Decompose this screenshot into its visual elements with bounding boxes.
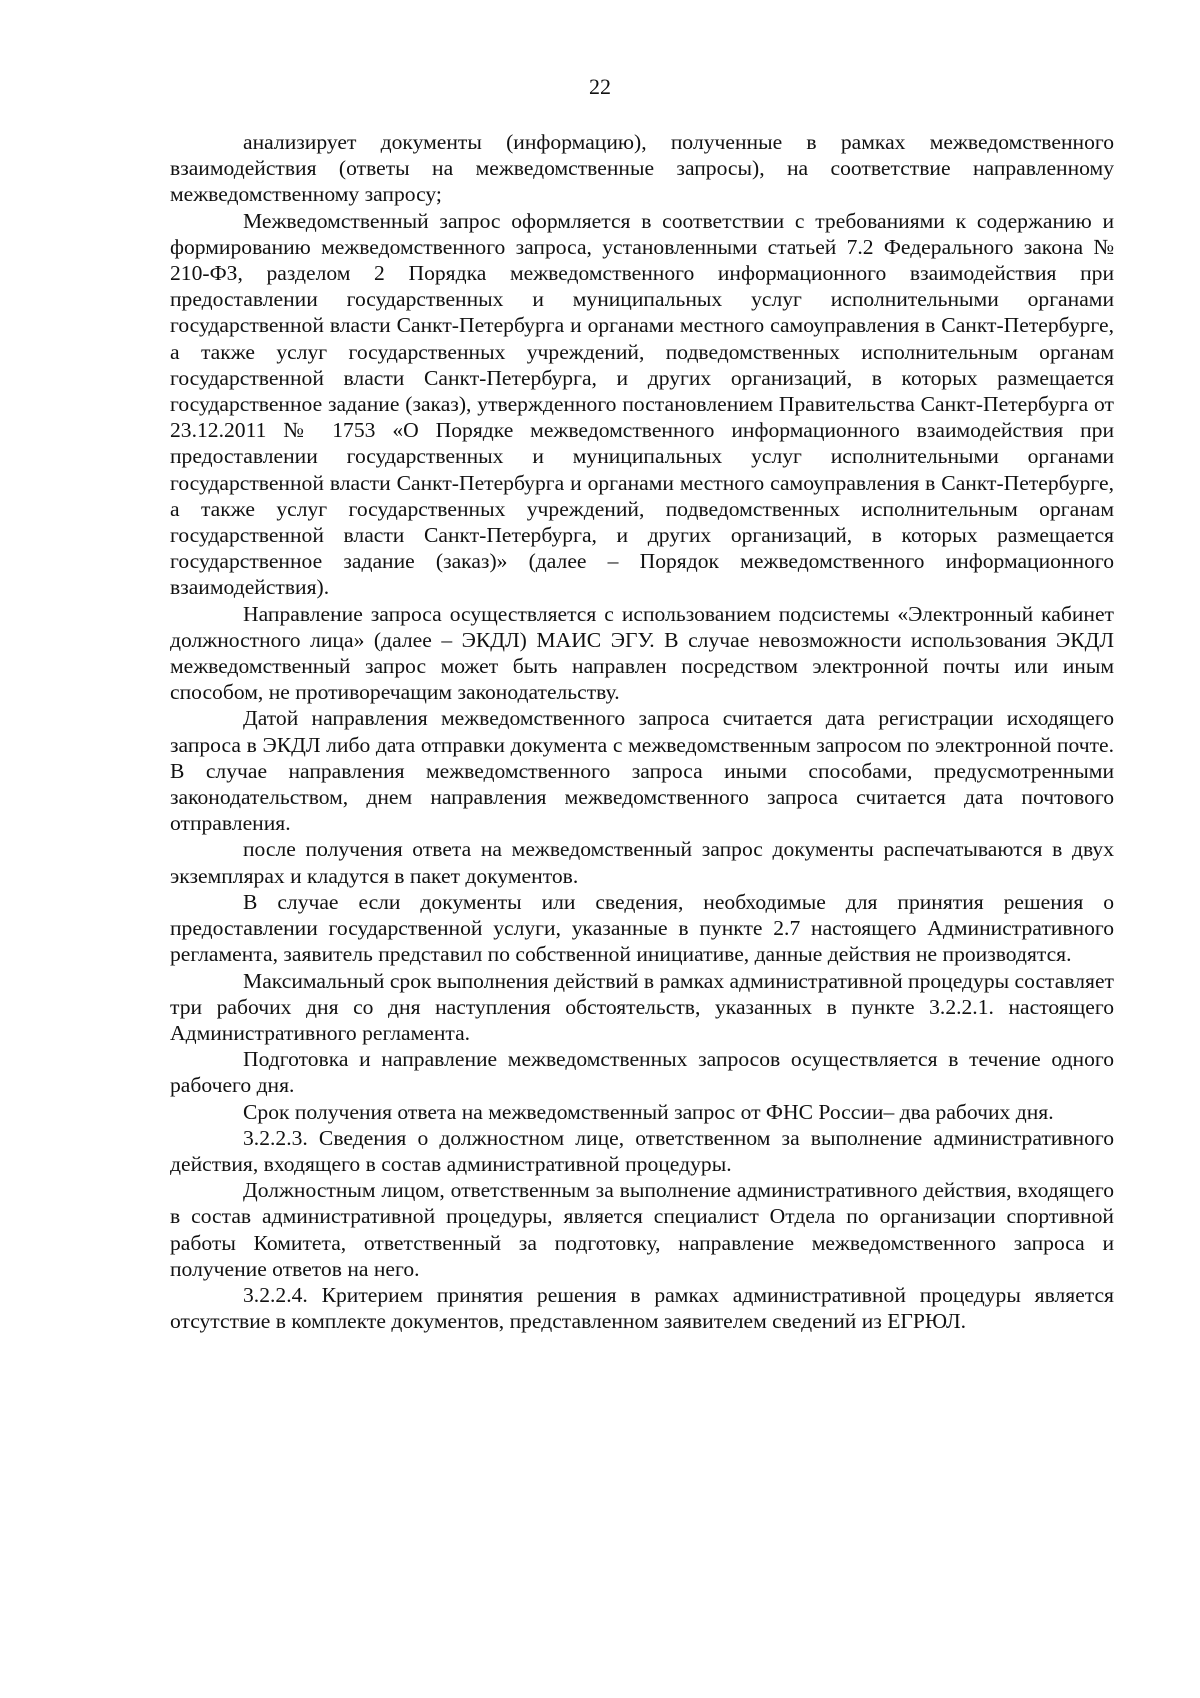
document-body bbox=[170, 129, 1114, 1334]
paragraph: Максимальный срок выполнения действий в рамках административной процедуры составляет три рабочих дня со дня наступления обстоятельств, указанных в пункте 3.2.2.1. настоящего Административного регламента. bbox=[170, 968, 1114, 1045]
paragraph: Должностным лицом, ответственным за выполнение административного действия, входящего в состав административной процедуры, является специалист Отдела по организации спортивной работы Комитета, ответственный за подготовку, направление межведомственного запроса и получение ответов на него. bbox=[170, 1178, 1114, 1281]
paragraph: Направление запроса осуществляется с использованием подсистемы «Электронный кабинет должностного лица» (далее – ЭКДЛ) МАИС ЭГУ. В случае невозможности использования ЭКДЛ межведомственный запрос может быть направлен посредством электронной почты или иным способом, не противоречащим законодательству. bbox=[170, 601, 1114, 705]
paragraph: 3.2.2.4. Критерием принятия решения в рамках административной процедуры является отсутствие в комплекте документов, представленном заявителем сведений из ЕГРЮЛ. bbox=[170, 1282, 1114, 1334]
page-number: 22 bbox=[589, 74, 611, 99]
paragraph: анализирует документы (информацию), полученные в рамках межведомственного взаимодействия (ответы на межведомственные запросы), на соответствие направленному межведомственному запросу; bbox=[170, 130, 1114, 207]
paragraph: Подготовка и направление межведомственных запросов осуществляется в течение одного рабочего дня. bbox=[170, 1047, 1114, 1098]
paragraph: Срок получения ответа на межведомственный запрос от ФНС России– два рабочих дня. bbox=[243, 1099, 1054, 1124]
paragraph: В случае если документы или сведения, необходимые для принятия решения о предоставлении государственной услуги, указанные в пункте 2.7 настоящего Административного регламента, заявитель представил по собственной инициативе, данные действия не производятся. bbox=[170, 889, 1114, 967]
paragraph: Межведомственный запрос оформляется в соответствии с требованиями к содержанию и формированию межведомственного запроса, установленными статьей 7.2 Федерального закона № 210-ФЗ, разделом 2 Порядка межведомственного информационного взаимодействия при предоставлении государственных и муниципальных услуг исполнительными органами государственной власти Санкт-Петербурга и органами местного самоуправления в Санкт-Петербурге, а также услуг государственных учреждений, подведомственных исполнительным органам государственной власти Санкт-Петербурга, и других организаций, в которых размещается государственное задание (заказ), утвержденного постановлением Правительства Санкт-Петербурга от 23.12.2011 № 1753 «О Порядке межведомственного информационного взаимодействия при предоставлении государственных и муниципальных услуг исполнительными органами государственной власти Санкт-Петербурга и органами местного самоуправления в Санкт-Петербурге, а также услуг государственных учреждений, подведомственных исполнительным органам государственной власти Санкт-Петербурга, и других организаций, в которых размещается государственное задание (заказ)» (далее – Порядок межведомственного информационного взаимодействия). bbox=[170, 208, 1114, 600]
paragraph: 3.2.2.3. Сведения о должностном лице, ответственном за выполнение административного действия, входящего в состав административной процедуры. bbox=[170, 1125, 1114, 1176]
paragraph: после получения ответа на межведомственный запрос документы распечатываются в двух экземплярах и кладутся в пакет документов. bbox=[170, 837, 1114, 888]
paragraph: Датой направления межведомственного запроса считается дата регистрации исходящего запроса в ЭКДЛ либо дата отправки документа с межведомственным запросом по электронной почте. В случае направления межведомственного запроса иными способами, предусмотренными законодательством, днем направления межведомственного запроса считается дата почтового отправления. bbox=[170, 706, 1114, 836]
